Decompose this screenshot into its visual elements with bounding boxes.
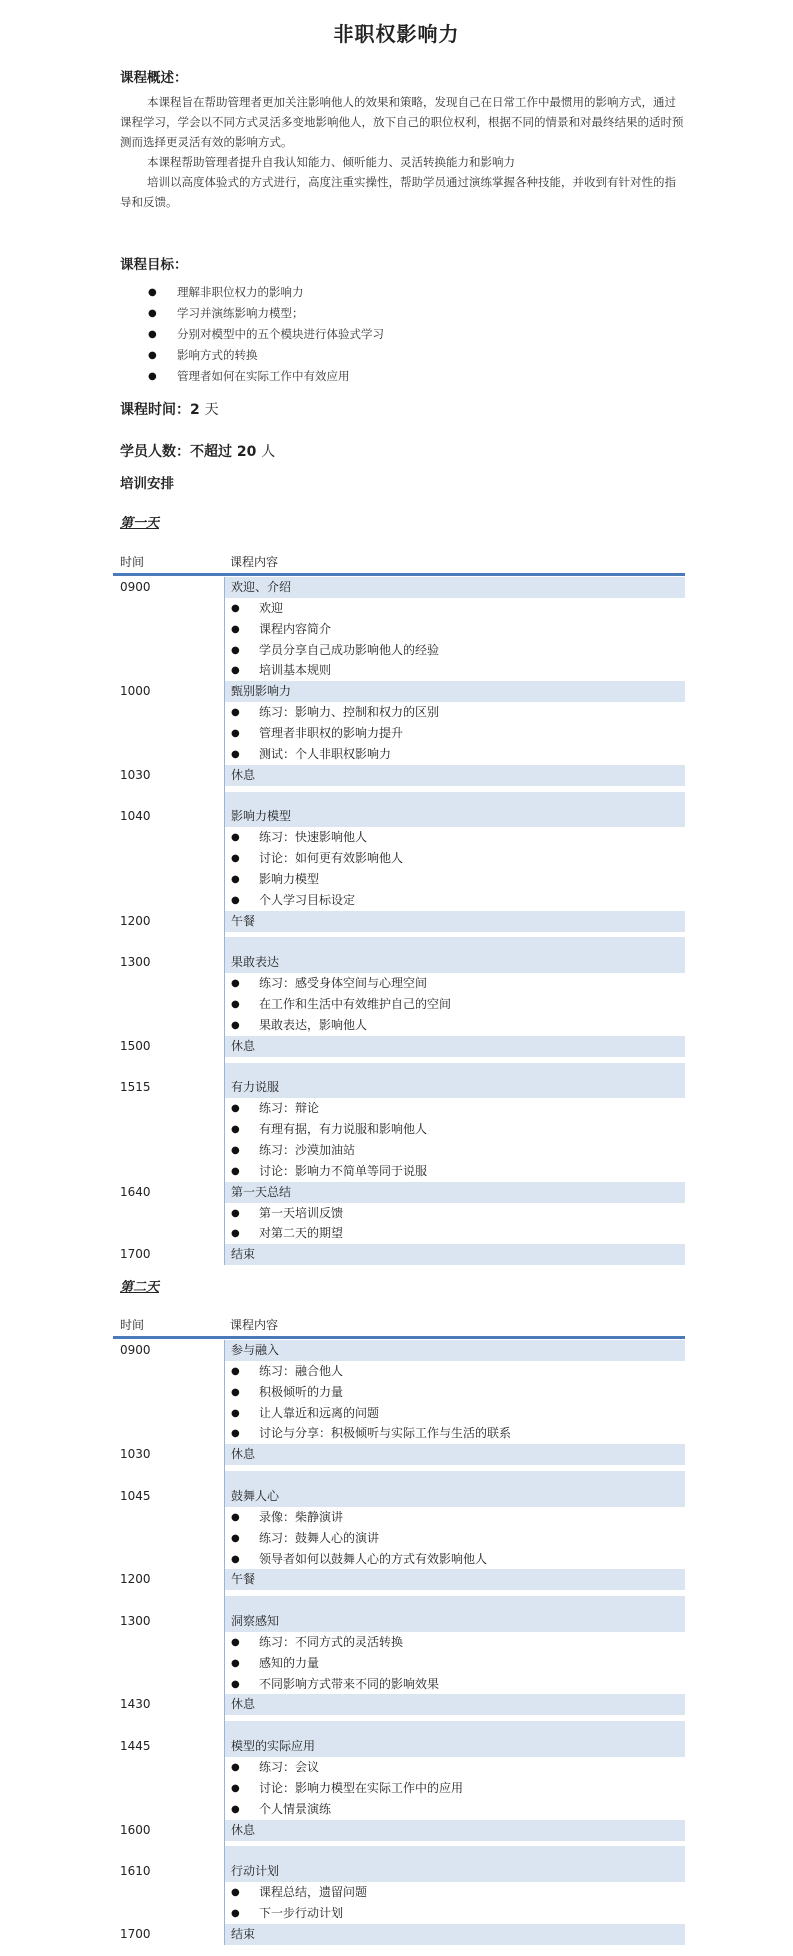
schedule-section-row [113,1182,685,1203]
session-item: 练习：辩论 [259,1101,320,1116]
schedule-section-row [113,765,685,786]
bullet-icon: ● [231,1657,240,1669]
bullet-icon: ● [231,665,240,677]
row-highlight [224,1820,685,1841]
session-title: 甄别影响力 [231,684,292,699]
bullet-icon: ● [231,1803,240,1815]
session-title: 有力说服 [231,1080,280,1095]
bullet-icon: ● [231,1782,240,1794]
session-title: 休息 [231,767,256,782]
schedule-item-row [113,1528,685,1549]
session-title: 模型的实际应用 [231,1739,316,1754]
session-item: 个人情景演练 [259,1801,332,1816]
schedule-section-row [113,1924,685,1945]
bullet-icon: ● [231,832,240,844]
bullet-icon: ● [231,1553,240,1565]
page-title: 非职权影响力 [333,22,460,46]
session-item: 欢迎 [259,600,284,615]
schedule-section-row [113,1340,685,1361]
session-time: 1600 [120,1822,151,1837]
bullet-icon: ● [231,1365,240,1377]
overview-paragraph: 培训以高度体验式的方式进行，高度注重实操性，帮助学员通过演练掌握各种技能，并收到有针对性的指导和反馈。 [120,175,676,209]
session-item: 课程内容简介 [259,621,332,636]
bullet-icon: ● [231,1428,240,1440]
schedule-item-row [113,619,685,640]
session-title: 休息 [231,1447,256,1462]
schedule-item-row [113,1119,685,1140]
row-highlight [224,1924,685,1945]
session-item: 感知的力量 [259,1655,320,1670]
content-column-header: 课程内容 [230,555,279,569]
session-item: 讨论：影响力不简单等同于说服 [259,1163,428,1178]
schedule-item-row [113,1882,685,1903]
bullet-icon: ● [231,999,240,1010]
overview-paragraph: 本课程帮助管理者提升自我认知能力、倾听能力、灵活转换能力和影响力 [147,155,515,169]
session-item: 管理者非职权的影响力提升 [259,725,404,740]
goal-item: ● 分别对模型中的五个模块进行体验式学习 [148,324,384,345]
session-item: 练习：快速影响他人 [259,830,368,845]
schedule-section-row [113,1036,685,1057]
goals-list [148,282,384,387]
row-highlight [224,1077,685,1098]
session-item: 讨论：如何更有效影响他人 [259,851,404,866]
session-item: 练习：鼓舞人心的演讲 [259,1530,380,1545]
session-item: 练习：沙漠加油站 [259,1142,356,1157]
row-highlight [224,952,685,973]
session-time: 1200 [120,913,151,928]
schedule-item-row [113,723,685,744]
goal-item: ● 影响方式的转换 [148,345,384,366]
bullet-icon: ● [231,873,240,885]
schedule-item-row [113,827,685,848]
bullet-icon: ● [231,1124,240,1136]
session-time: 1500 [120,1038,151,1053]
session-time: 1200 [120,1572,151,1587]
schedule-item-row [113,1223,685,1244]
schedule-item-row [113,1423,685,1444]
session-time: 1640 [120,1184,151,1199]
session-time: 1610 [120,1864,151,1879]
session-title: 休息 [231,1697,256,1712]
schedule-item-row [113,1903,685,1924]
schedule-section-row [113,1244,685,1265]
column-divider [224,577,225,1265]
session-title: 果敢表达 [231,955,280,970]
session-title: 结束 [231,1247,256,1262]
day-label: 第一天 [120,516,160,531]
row-highlight [224,1063,685,1078]
session-time: 1700 [120,1926,151,1941]
session-time: 1300 [120,1614,151,1629]
participants-label: 学员人数： [120,444,190,460]
bullet-icon: ● [231,623,240,635]
session-time: 1515 [120,1080,151,1095]
session-title: 洞察感知 [231,1614,280,1629]
schedule-item-row [113,1653,685,1674]
session-title: 欢迎、介绍 [231,580,292,594]
participant-count [120,441,275,461]
column-divider [224,1340,225,1945]
schedule-item-row [113,973,685,994]
row-highlight [224,681,685,702]
schedule-item-row [113,1507,685,1528]
session-title: 休息 [231,1822,256,1837]
duration-unit: 天 [204,402,219,418]
spacer-row [113,1840,685,1861]
schedule-item-row [113,598,685,619]
schedule-section-row [113,1861,685,1882]
session-time: 0900 [120,1343,151,1357]
row-highlight [224,1471,685,1486]
overview-text [120,92,685,212]
duration-label: 课程时间： [120,402,190,418]
session-title: 参与融入 [231,1343,280,1357]
bullet-icon: ● [231,978,240,990]
session-item: 对第二天的期望 [259,1226,344,1241]
schedule-section-row [113,1569,685,1590]
session-item: 领导者如何以鼓舞人心的方式有效影响他人 [259,1551,488,1566]
session-time: 1445 [120,1739,151,1754]
session-time: 1000 [120,684,151,699]
bullet-icon: ● [231,1207,240,1219]
row-highlight [224,1861,685,1882]
bullet-icon: ● [231,1907,240,1919]
row-highlight [224,1340,685,1361]
bullet-icon: ● [231,727,240,739]
bullet-icon: ● [231,748,240,760]
schedule-item-row [113,1674,685,1695]
session-item: 练习：感受身体空间与心理空间 [259,976,428,991]
session-title: 鼓舞人心 [231,1488,280,1503]
row-highlight [224,577,685,598]
row-highlight [224,1486,685,1507]
row-highlight [224,1036,685,1057]
spacer-row [113,931,685,952]
schedule-item-row [113,640,685,661]
content-column-header: 课程内容 [230,1318,279,1332]
bullet-icon: ● [231,894,240,906]
schedule-item-row [113,702,685,723]
bullet-icon: ● [231,1511,240,1523]
session-item: 下一步行动计划 [259,1905,344,1920]
schedule-section-row [113,1694,685,1715]
schedule-item-row [113,1203,685,1224]
bullet-icon: ● [231,707,240,719]
schedule-section-row [113,1736,685,1757]
goals-heading: 课程目标： [120,257,188,273]
row-highlight [224,1721,685,1736]
schedule-section-row [113,911,685,932]
schedule-section-row [113,1486,685,1507]
overview-heading: 课程概述： [120,70,188,86]
schedule-item-row [113,994,685,1015]
schedule-heading: 培训安排 [120,476,174,492]
session-item: 在工作和生活中有效维护自己的空间 [259,997,452,1011]
schedule-item-row [113,660,685,681]
session-item: 练习：融合他人 [259,1363,344,1378]
session-item: 影响力模型 [259,871,320,886]
time-column-header: 时间 [120,555,145,569]
session-item: 练习：不同方式的灵活转换 [259,1634,404,1649]
bullet-icon: ● [231,1678,240,1690]
row-highlight [224,806,685,827]
bullet-icon: ● [231,1887,240,1899]
session-time: 1040 [120,809,151,824]
bullet-icon: ● [231,644,240,656]
session-item: 让人靠近和远离的问题 [259,1405,380,1420]
session-title: 行动计划 [231,1864,280,1879]
schedule-item-row [113,1757,685,1778]
session-item: 练习：影响力、控制和权力的区别 [259,705,440,720]
row-highlight [224,937,685,952]
session-item: 果敢表达，影响他人 [259,1017,368,1032]
session-item: 测试：个人非职权影响力 [259,746,392,761]
goal-item: ● 学习并演练影响力模型； [148,303,384,324]
bullet-icon: ● [231,1228,240,1240]
schedule-item-row [113,1361,685,1382]
session-title: 休息 [231,1038,256,1053]
session-title: 午餐 [231,1572,256,1587]
row-highlight [224,1846,685,1861]
schedule-item-row [113,1549,685,1570]
schedule-section-row [113,1444,685,1465]
session-time: 1045 [120,1488,151,1503]
schedule-section-row [113,1820,685,1841]
session-item: 不同影响方式带来不同的影响效果 [259,1676,440,1691]
row-highlight [224,911,685,932]
schedule-item-row [113,1140,685,1161]
schedule-item-row [113,1778,685,1799]
session-item: 课程总结，遗留问题 [259,1885,368,1900]
spacer-row [113,1465,685,1486]
participants-unit: 人 [261,444,276,460]
bullet-icon: ● [231,1636,240,1648]
session-item: 录像：柴静演讲 [259,1509,344,1524]
schedule-item-row [113,1015,685,1036]
session-item: 培训基本规则 [259,663,332,678]
bullet-icon: ● [231,1407,240,1419]
goal-item: ● 理解非职位权力的影响力 [148,282,384,303]
session-time: 1700 [120,1247,151,1262]
bullet-icon: ● [231,1762,240,1773]
schedule-section-row [113,681,685,702]
schedule-section-row [113,1077,685,1098]
session-title: 影响力模型 [231,809,292,824]
session-time: 1030 [120,767,151,782]
session-item: 学员分享自己成功影响他人的经验 [259,642,440,657]
bullet-icon: ● [231,602,240,614]
schedule-item-row [113,1403,685,1424]
session-title: 第一天总结 [231,1184,292,1199]
session-title: 午餐 [231,913,256,928]
session-item: 练习：会议 [259,1760,320,1774]
bullet-icon: ● [231,1532,240,1544]
bullet-icon: ● [231,1019,240,1031]
row-highlight [224,1569,685,1590]
row-highlight [224,1694,685,1715]
session-time: 1430 [120,1697,151,1712]
participants-value: 20 [236,444,257,460]
schedule-item-row [113,869,685,890]
row-highlight [224,792,685,807]
session-item: 讨论：影响力模型在实际工作中的应用 [259,1780,464,1795]
bullet-icon: ● [231,853,240,865]
schedule-item-row [113,890,685,911]
bullet-icon: ● [231,1103,240,1115]
session-item: 个人学习目标设定 [259,892,356,907]
spacer-row [113,1057,685,1078]
schedule-item-row [113,1799,685,1820]
time-column-header: 时间 [120,1318,145,1332]
schedule-item-row [113,1161,685,1182]
session-title: 结束 [231,1926,256,1941]
overview-paragraph: 本课程旨在帮助管理者更加关注影响他人的效果和策略，发现自己在日常工作中最惯用的影响方式，通过课程学习，学会以不同方式灵活多变地影响他人，放下自己的职位权利，根据不同的情景和对最终结果的适时预测而选择更灵活有效的影响方式。 [120,95,684,149]
schedule-item-row [113,1382,685,1403]
participants-prefix: 不超过 [190,444,232,460]
schedule-section-row [113,577,685,598]
schedule-section-row [113,806,685,827]
header-rule [113,1336,685,1339]
schedule-section-row [113,952,685,973]
row-highlight [224,1596,685,1611]
goal-item: ● 管理者如何在实际工作中有效应用 [148,366,384,387]
session-item: 第一天培训反馈 [259,1205,344,1220]
schedule-item-row [113,1098,685,1119]
duration-value: 2 [190,402,200,418]
row-highlight [224,1611,685,1632]
session-time: 1300 [120,955,151,970]
spacer-row [113,1590,685,1611]
course-duration [120,399,219,419]
spacer-row [113,786,685,807]
session-item: 积极倾听的力量 [259,1384,344,1399]
session-item: 讨论与分享：积极倾听与实际工作与生活的联系 [259,1426,512,1441]
session-time: 0900 [120,580,151,594]
schedule-item-row [113,1632,685,1653]
header-rule [113,573,685,576]
bullet-icon: ● [231,1386,240,1398]
bullet-icon: ● [231,1144,240,1156]
schedule-item-row [113,848,685,869]
row-highlight [224,1244,685,1265]
schedule-section-row [113,1611,685,1632]
table-header [120,1315,685,1335]
day-label: 第二天 [120,1280,160,1295]
table-header [120,552,685,572]
schedule-item-row [113,744,685,765]
session-time: 1030 [120,1447,151,1462]
row-highlight [224,765,685,786]
session-item: 有理有据，有力说服和影响他人 [259,1122,428,1137]
bullet-icon: ● [231,1165,240,1177]
row-highlight [224,1444,685,1465]
row-highlight [224,1182,685,1203]
spacer-row [113,1715,685,1736]
